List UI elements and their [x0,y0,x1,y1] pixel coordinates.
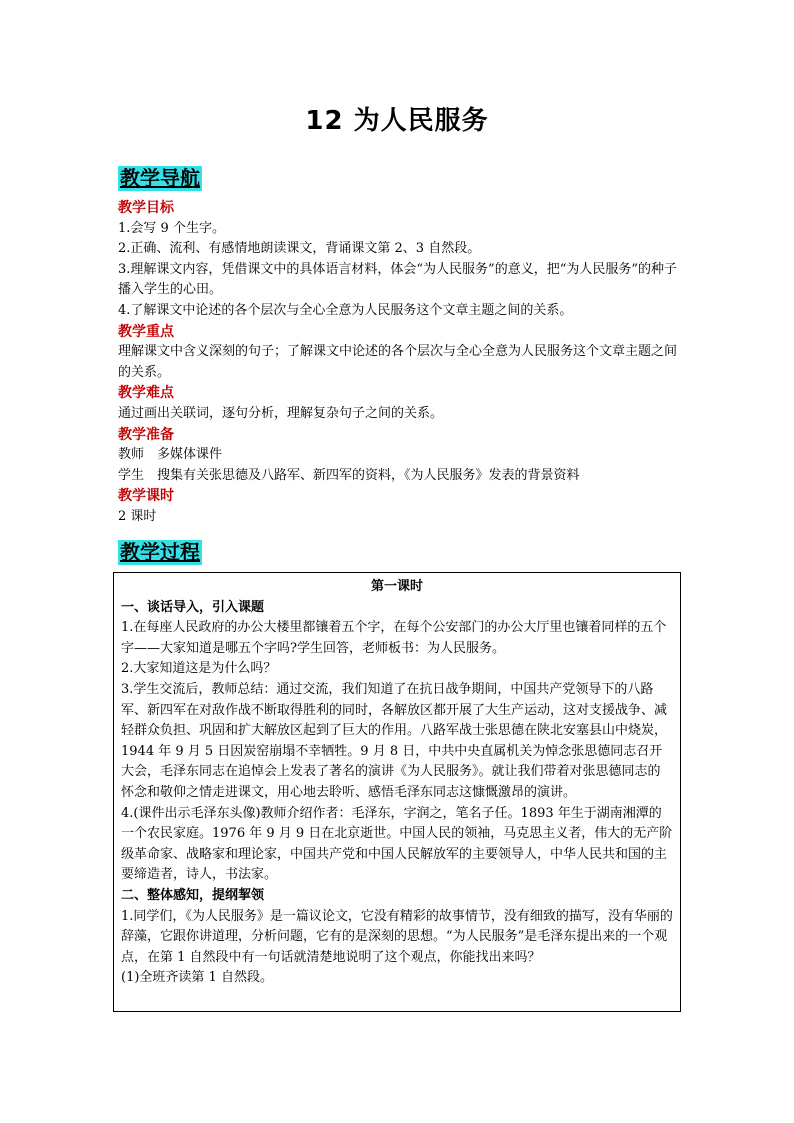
lesson-paragraph: 2.大家知道这是为什么吗？ [121,661,277,677]
preparation-heading: 教学准备 [118,426,174,443]
teaching-guide-content [118,198,684,528]
part2-heading: 二、整体感知，提纲挈领 [121,887,265,903]
objectives-heading: 教学目标 [118,200,174,216]
preparation-teacher: 教师 多媒体课件 [118,447,223,463]
section-heading-teaching-guide: 教学导航 [120,166,200,190]
objective-item: 1.会写 9 个生字。 [118,220,225,236]
lesson-paragraph: 4.(课件出示毛泽东头像)教师介绍作者：毛泽东，字润之，笔名子任。1893 年生于湖南湘潭的一个农民家庭。1976 年 9 月 9 日在北京逝世。中国人民的领袖，马克思主义者，伟大的无产阶级革命家、战略家和理论家，中国共产党和中国人民解放军的主要领导人，中华人民共和国的主要缔造者，诗人，书法家。 [121,805,673,883]
difficulty-heading: 教学难点 [118,385,174,402]
part1-heading: 一、谈话导入，引入课题 [121,599,265,615]
page-title: 12 为人民服务 [305,106,489,136]
key-points-heading: 教学重点 [118,323,174,340]
lesson-box [113,572,681,1012]
objective-item: 3.理解课文内容，凭借课文中的具体语言材料，体会“为人民服务”的意义，把“为人民服务”的种子播入学生的心田。 [118,261,677,298]
class-hours-text: 2 课时 [118,508,157,524]
class-hours-heading: 教学课时 [118,488,174,505]
lesson-paragraph: (1)全班齐读第 1 自然段。 [121,970,273,986]
lesson-paragraph: 1.在每座人民政府的办公大楼里都镶着五个字，在每个公安部门的办公大厅里也镶着同样的五个字——大家知道是哪五个字吗?学生回答，老师板书：为人民服务。 [121,620,667,656]
objective-item: 2.正确、流利、有感情地朗读课文，背诵课文第 2、3 自然段。 [118,241,481,257]
lesson-paragraph: 1.同学们，《为人民服务》是一篇议论文，它没有精彩的故事情节，没有细致的描写，没有华丽的辞藻，它跟你讲道理，分析问题，它有的是深刻的思想。“为人民服务”是毛泽东提出来的一个观点，在第 1 自然段中有一句话就清楚地说明了这个观点，你能找出来吗？ [121,908,673,965]
lesson-heading: 第一课时 [370,579,423,594]
objective-item: 4.了解课文中论述的各个层次与全心全意为人民服务这个文章主题之间的关系。 [118,302,573,318]
difficulty-text: 通过画出关联词，逐句分析，理解复杂句子之间的关系。 [118,405,444,421]
section-heading-teaching-process: 教学过程 [120,540,200,564]
preparation-student: 学生 搜集有关张思德及八路军、新四军的资料，《为人民服务》发表的背景资料 [118,467,580,483]
key-points-text: 理解课文中含义深刻的句子；了解课文中论述的各个层次与全心全意为人民服务这个文章主题之间的关系。 [118,344,678,380]
lesson-paragraph: 3.学生交流后，教师总结：通过交流，我们知道了在抗日战争期间，中国共产党领导下的八路军、新四军在对敌作战不断取得胜利的同时，各解放区都开展了大生产运动，这对支援战争、减轻群众负担、巩固和扩大解放区起到了巨大的作用。八路军战士张思德在陕北安塞县山中烧炭，1944 年 9 月 5 日因炭窑崩塌不幸牺牲。9 月 8 日，中共中央直属机关为悼念张思德同志召开大会，毛泽东同志在追悼会上发表了著名的演讲《为人民服务》。就让我们带着对张思德同志的怀念和敬仰之情走进课文，用心地去聆听、感悟毛泽东同志这慷慨激昂的演讲。 [121,681,668,800]
